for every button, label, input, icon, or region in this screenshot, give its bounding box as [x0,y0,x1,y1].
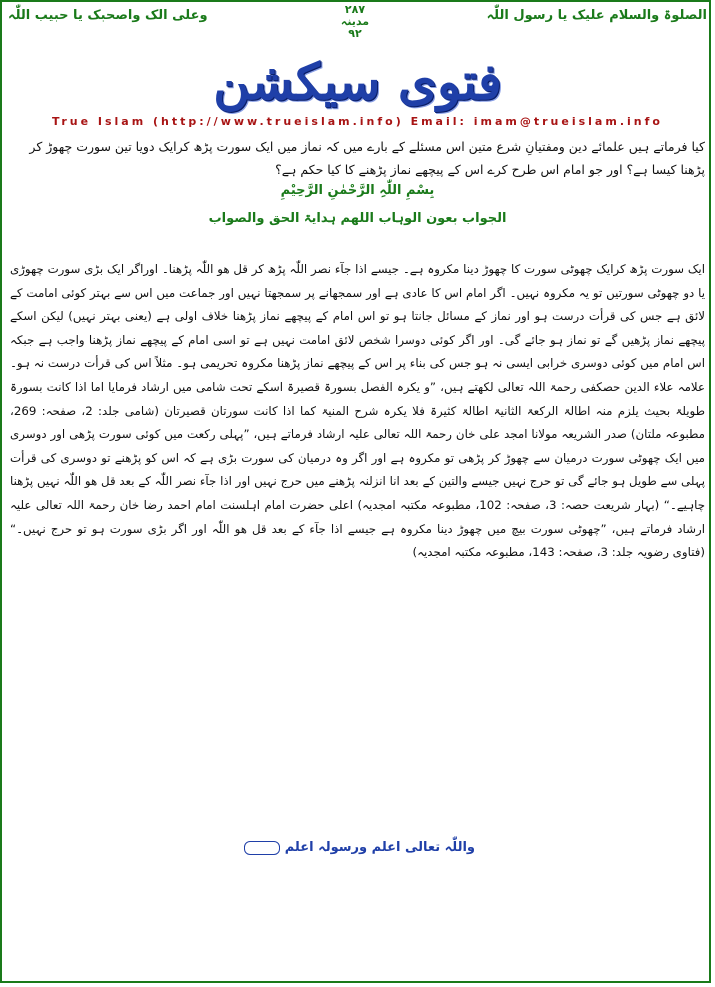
question-text: کیا فرماتے ہیں علمائے دین ومفتیانِ شرع متین اس مسئلے کے بارے میں کہ نماز میں ایک سورت پڑھ کرایک دویا تین سورت چھوڑ کر پڑھنا کیسا ہے؟ اور جو امام اس طرح کرے اس کے پیچھے نماز پڑھنے کا کیا حکم ہے؟ [29,139,705,177]
page-number [320,4,390,40]
answer-body [10,258,705,565]
site-contact-line: True Islam (http://www.trueislam.info) Email: imam@trueislam.info [52,115,663,128]
bismillah: بِسْمِ اللّٰہِ الرَّحْمٰنِ الرَّحِیْمِ [280,183,435,198]
answer-heading: الجواب بعون الوہاب اللھم ہدایۃ الحق والصواب [208,211,507,226]
page-number-top: ۲۸۷ [344,3,366,16]
closing-text: واللّٰہ تعالی اعلم ورسولہ اعلم [284,840,475,855]
closing-line [240,840,475,855]
header-salutation-right: الصلوۃ والسلام علیک یا رسول اللّٰہ [486,8,707,23]
page-number-label: مدینہ [340,15,370,28]
page-title-text: فتوی سیکشن [213,52,502,111]
answer-paragraph: ایک سورت پڑھ کرایک چھوٹی سورت کا چھوڑ دینا مکروہ ہے۔ جیسے اذا جآء نصر اللّٰہ پڑھ کر قل ھو اللّٰہ پڑھنا۔ اوراگر ایک بڑی سورت چھوڑی یا دو چھوٹی سورتیں تو یہ مکروہ نہیں۔ اگر امام اس کا عادی ہے اور سمجھانے پر سمجھتا نہیں اور جماعت میں اس سے بہتر کوئی امامت کے لائق ہے جس کی قرأت درست ہو اور نماز کے مسائل جانتا ہو تو اس امام کے پیچھے نماز پڑھنا خلاف اولی ہے (یعنی بہتر نہیں) لیکن اسکے پیچھے نماز پڑھیں گے تو نماز ہو جائے گی۔ اور اگر کوئی دوسرا شخص لائق امامت نہیں ہے تو اسی امام کے پیچھے نماز پڑھنا واجب ہے جبکہ اس امام میں کوئی دوسری خرابی ایسی نہ ہو جس کی بناء پر اس کے پیچھے نماز پڑھنا مکروہ تحریمی ہو۔ مثلاً اس کی قرأت درست نہ ہو۔ علامہ علاء الدین حصکفی رحمۃ اللہ تعالی لکھتے ہیں، ”و یکرہ الفصل بسورۃ قصیرۃ اسکے تحت شامی میں ارشاد فرمایا اما اذا کانت بسورۃ طویلۃ بحیث یلزم منہ اطالۃ الرکعۃ الثانیۃ اطالۃ کثیرۃ فلا یکرہ شرح المنیۃ کما اذا کانت سورتان قصیرتان (شامی جلد: 2، صفحہ: 269، مطبوعہ ملتان) صدر الشریعہ مولانا امجد علی خان رحمۃ اللہ تعالی علیہ ارشاد فرماتے ہیں، ”پہلی رکعت میں کوئی سورت پڑھی اور دوسری میں ایک چھوٹی سورت درمیان سے چھوڑ کر پڑھی تو مکروہ ہے اور اگر وہ درمیان کی سورت بڑی ہے کہ اس کو پڑھنے تو دوسری کی قرأت پہلی سے طویل ہو جائے گی تو حرج نہیں جیسے والتین کے بعد انا انزلنہ پڑھنے میں حرج نہیں اور اذا جآء نصر اللّٰہ کے بعد قل ھو اللّٰہ نہیں پڑھنا چاہیے۔“ (بہار شریعت حصہ: 3، صفحہ: 102، مطبوعہ مکتبہ امجدیہ) اعلی حضرت امام اہلسنت امام احمد رضا خان رحمۃ اللہ تعالی علیہ ارشاد فرماتے ہیں، ”چھوٹی سورت بیچ میں چھوڑ دینا مکروہ ہے جیسے اذا جآء کے بعد قل ھو اللّٰہ اور اگر بڑی سورت ہو تو حرج نہیں۔“ (فتاوی رضویہ جلد: 3، صفحہ: 143، مطبوعہ مکتبہ امجدیہ) [10,262,706,560]
page-title [0,52,715,111]
header-salutation-left: وعلی الک واصحبک یا حبیب اللّٰہ [8,8,208,23]
page-number-bottom: ۹۲ [348,27,362,40]
salawat-calligraphy-icon [244,841,280,855]
